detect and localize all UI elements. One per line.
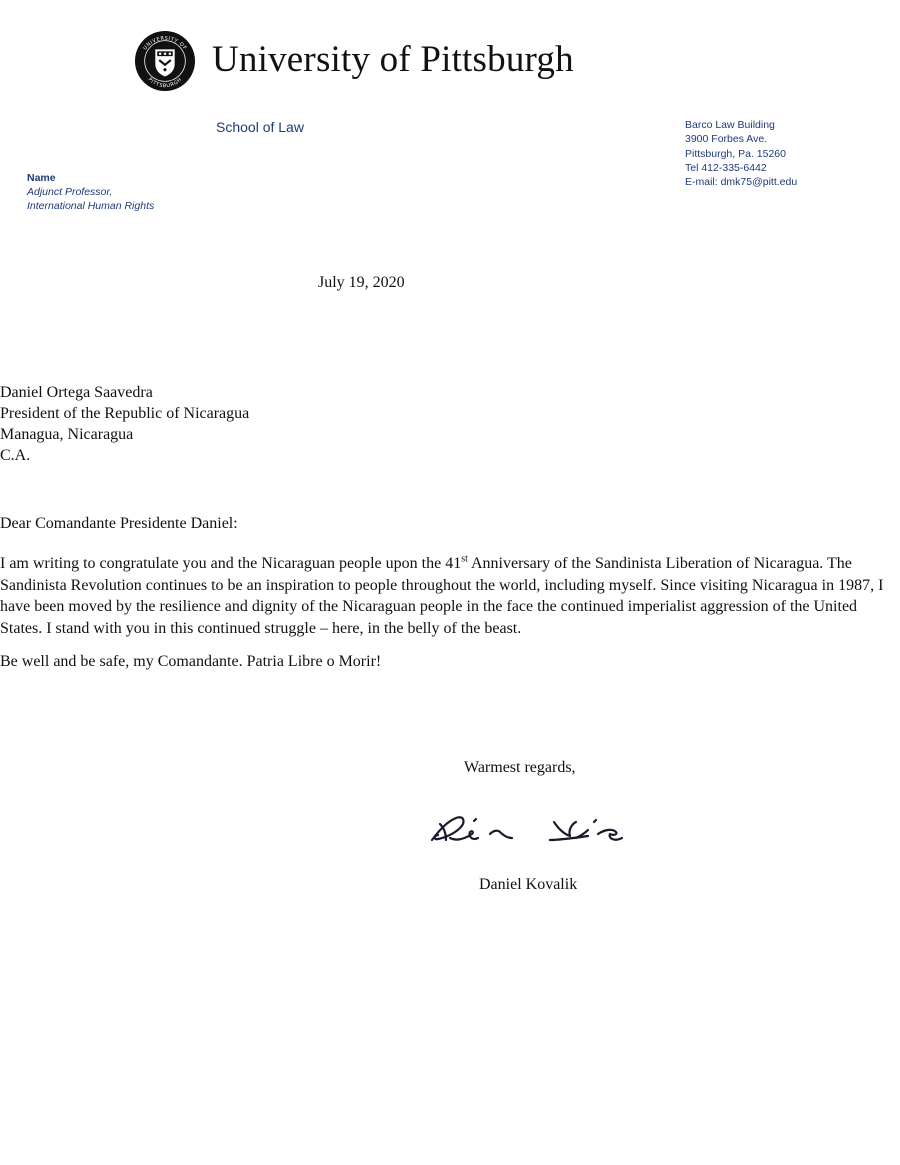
university-seal-logo <box>134 30 196 92</box>
body-text-part-1: I am writing to congratulate you and the Nicaraguan people upon the 41 <box>0 555 462 572</box>
signer-name: Daniel Kovalik <box>479 876 578 893</box>
body-paragraph <box>0 553 900 639</box>
svg-text:UNIVERSITY OF: UNIVERSITY OF <box>142 35 188 52</box>
handwritten-signature <box>428 808 646 852</box>
recipient-block <box>0 382 249 466</box>
ordinal-superscript: st <box>461 553 468 565</box>
address-city: Pittsburgh, Pa. 15260 <box>685 147 786 160</box>
address-building: Barco Law Building <box>685 119 775 131</box>
letter-date: July 19, 2020 <box>318 274 405 291</box>
recipient-city: Managua, Nicaragua <box>0 426 134 443</box>
university-name: University of Pittsburgh <box>212 39 574 80</box>
salutation: Dear Comandante Presidente Daniel: <box>0 515 238 532</box>
svg-text:PITTSBURGH: PITTSBURGH <box>146 76 184 90</box>
sender-title-1: Adjunct Professor, <box>27 186 113 198</box>
address-phone: Tel 412-335-6442 <box>685 161 767 174</box>
recipient-title: President of the Republic of Nicaragua <box>0 405 250 422</box>
address-street: 3900 Forbes Ave. <box>685 133 768 146</box>
closing-paragraph: Be well and be safe, my Comandante. Patria Libre o Morir! <box>0 653 382 670</box>
sender-block <box>27 171 154 213</box>
address-email: E-mail: dmk75@pitt.edu <box>685 176 798 189</box>
recipient-name: Daniel Ortega Saavedra <box>0 384 153 401</box>
body-text-part-2: Anniversary of the Sandinista Liberation of Nicaragua. The Sandinista Revolution continues to be an inspiration to people throughout the world, including myself. Since visiting Nicaragua in 1987, I have been moved by the resilience and dignity of the Nicaraguan people in the face the continued imperialist aggression of the United States. I stand with you in this continued struggle – here, in the belly of the beast. <box>0 555 884 637</box>
recipient-region: C.A. <box>0 447 31 464</box>
sender-name: Name <box>27 172 56 184</box>
school-name: School of Law <box>216 119 304 135</box>
complimentary-close: Warmest regards, <box>464 759 576 776</box>
address-block <box>685 118 797 189</box>
sender-title-2: International Human Rights <box>27 200 155 212</box>
